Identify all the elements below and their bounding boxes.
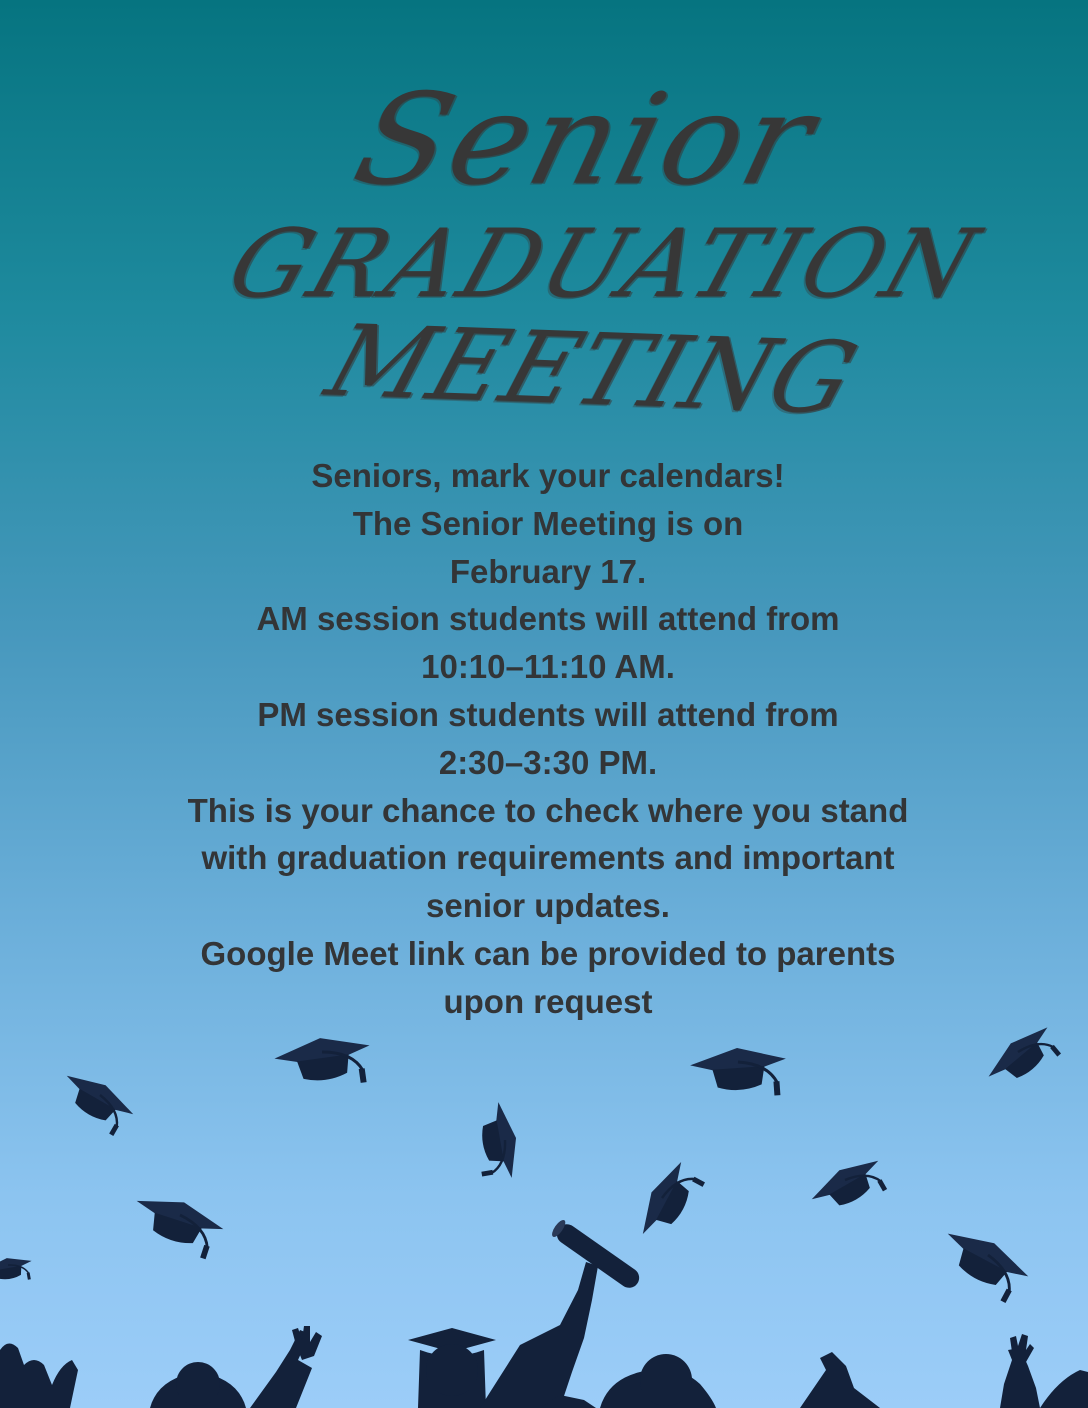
text-line-calendars: Seniors, mark your calendars!	[311, 457, 785, 494]
crowd-silhouette	[0, 1262, 1088, 1408]
title-senior: Senior	[341, 66, 829, 214]
diploma-icon	[550, 1218, 643, 1292]
graduation-cap-icon	[470, 1100, 523, 1183]
text-line-purpose-2: with graduation requirements and important	[201, 839, 895, 877]
title-block	[0, 40, 1088, 437]
text-line-date: February 17.	[449, 552, 647, 590]
text-line-purpose-3: senior updates.	[426, 887, 670, 925]
graduation-cap-icon	[632, 1156, 708, 1248]
graduation-cap-icon	[126, 1188, 227, 1261]
text-line-pm-session: PM session students will attend from	[257, 695, 839, 733]
text-line-am-time: 10:10–11:10 AM.	[421, 648, 675, 686]
text-line-am-session: AM session students will attend from	[256, 600, 840, 638]
graduation-cap-icon	[689, 1045, 788, 1102]
graduation-cap-icon	[806, 1151, 893, 1224]
text-line-meeting-date-intro: The Senior Meeting is on	[352, 504, 744, 542]
title-meeting: MEETING	[314, 304, 871, 437]
title-graduation: GRADUATION	[215, 210, 993, 319]
graduation-cap-icon	[981, 1019, 1066, 1099]
text-line-purpose-1: This is your chance to check where you stand	[187, 791, 909, 829]
text-line-pm-time: 2:30–3:30 PM.	[438, 743, 658, 781]
graduation-cap-icon	[273, 1031, 375, 1094]
announcement-text	[100, 452, 996, 1026]
graduation-cap-icon	[52, 1066, 139, 1139]
text-line-meet-link-1: Google Meet link can be provided to parents	[200, 934, 896, 972]
graduation-cap-icon	[932, 1222, 1035, 1307]
graduation-silhouette-graphic	[0, 980, 1088, 1408]
graduation-cap-icon	[0, 1254, 35, 1287]
text-line-meet-link-2: upon request	[443, 982, 653, 1020]
